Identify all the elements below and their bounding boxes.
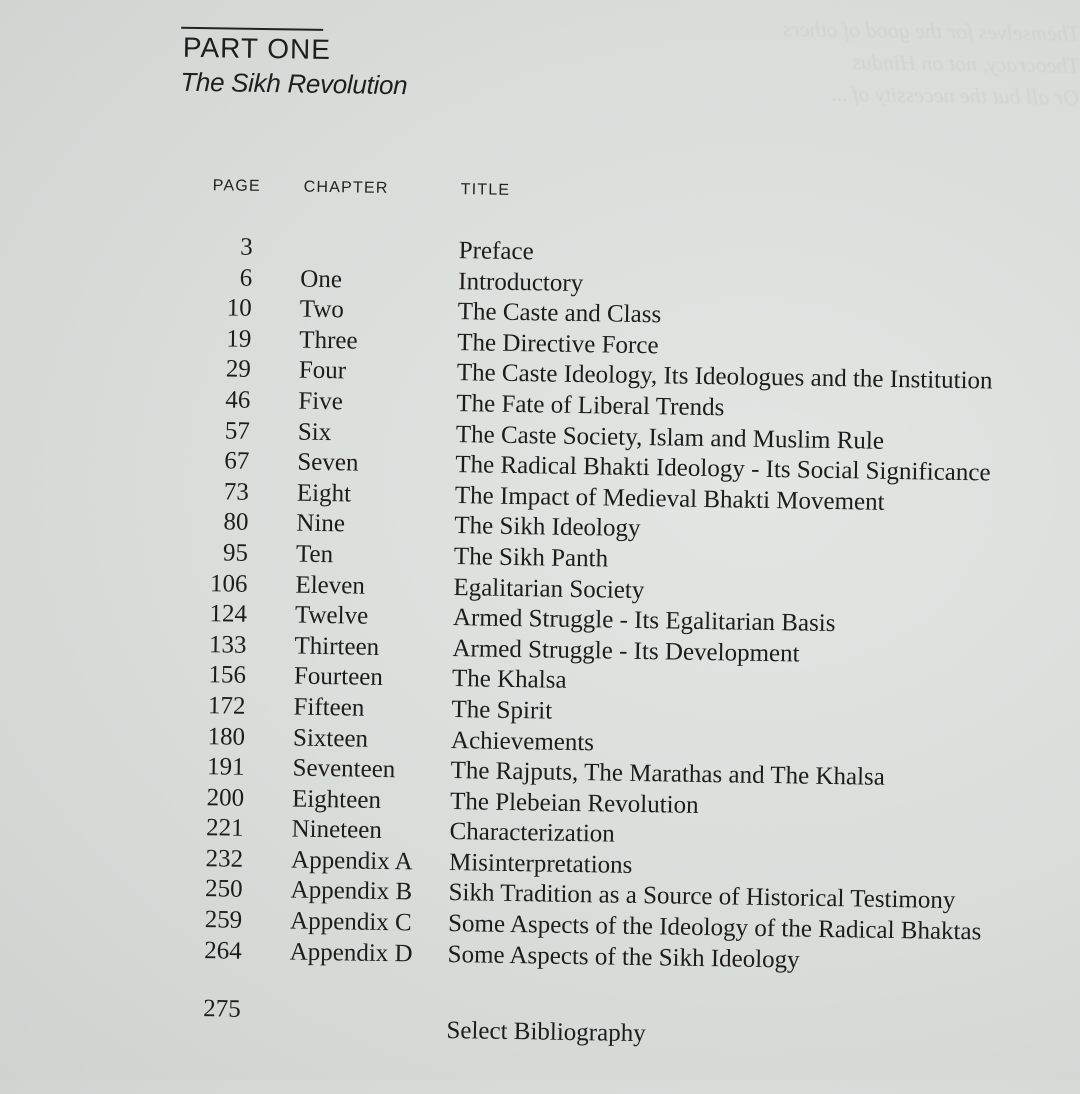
toc-page-number: 6 [239, 264, 253, 292]
toc-page-number: 3 [240, 233, 253, 261]
toc-chapter-title: The Rajputs, The Marathas and The Khalsa [450, 757, 886, 791]
bibliography-page-number: 275 [203, 995, 241, 1023]
toc-page-number: 80 [223, 508, 249, 537]
toc-page-number: 200 [206, 783, 245, 812]
bleed-through-text [539, 5, 1080, 127]
toc-page-number: 19 [226, 325, 252, 353]
toc-chapter-title: The Caste and Class [457, 298, 662, 329]
toc-chapter-title: The Impact of Medieval Bhakti Movement [454, 481, 885, 516]
toc-chapter-title: The Caste Ideology, Its Ideologues and the Institution [456, 359, 993, 395]
toc-page-number: 124 [209, 600, 248, 628]
toc-chapter-title: Some Aspects of the Sikh Ideology [447, 940, 800, 974]
toc-chapter-number: Eight [296, 479, 352, 508]
toc-chapter-number: Two [299, 295, 345, 324]
toc-chapter-number: Seven [297, 448, 359, 477]
table-of-contents [0, 230, 1077, 981]
bleed-line: Theocracy, not on Hindus [852, 49, 1080, 78]
bleed-line: Themselves for the good of others [782, 16, 1080, 46]
toc-chapter-number: Sixteen [292, 724, 369, 753]
toc-chapter-title: The Sikh Ideology [454, 512, 641, 543]
toc-chapter-number: Ten [295, 540, 334, 569]
toc-chapter-title: Achievements [450, 726, 595, 756]
toc-chapter-number: Five [298, 387, 344, 416]
toc-page-number: 73 [223, 478, 250, 506]
toc-chapter-number: Appendix A [290, 846, 413, 876]
part-label: PART ONE [182, 31, 332, 66]
toc-page-number: 57 [224, 417, 251, 445]
toc-chapter-title: Misinterpretations [448, 848, 633, 879]
toc-chapter-title: Armed Struggle - Its Development [452, 634, 800, 668]
toc-chapter-number: Eighteen [291, 785, 382, 814]
toc-chapter-number: Thirteen [294, 632, 380, 661]
toc-chapter-title: The Radical Bhakti Ideology - Its Social Significance [455, 451, 991, 487]
toc-page-number: 133 [208, 630, 247, 659]
toc-page-number: 232 [205, 845, 244, 873]
column-header-title: TITLE [460, 181, 511, 199]
toc-chapter-title: Sikh Tradition as a Source of Historical Testimony [448, 879, 956, 915]
part-heading-rule [181, 27, 323, 31]
toc-page-number: 221 [205, 814, 244, 843]
toc-chapter-number: Seventeen [292, 754, 396, 784]
toc-page-number: 191 [206, 753, 245, 781]
toc-chapter-number: Three [299, 326, 358, 355]
bibliography-title: Select Bibliography [446, 1016, 646, 1048]
toc-chapter-number: Fourteen [293, 662, 384, 692]
toc-chapter-number: Nine [296, 509, 346, 538]
toc-page-number: 156 [208, 661, 247, 690]
toc-page-number: 29 [225, 355, 252, 384]
toc-chapter-title: The Fate of Liberal Trends [456, 390, 725, 422]
toc-chapter-number: Four [298, 356, 347, 385]
toc-chapter-number: Fifteen [293, 693, 365, 722]
toc-chapter-title: The Spirit [451, 695, 553, 725]
toc-page-number: 180 [207, 722, 246, 751]
toc-chapter-title: The Directive Force [457, 328, 659, 360]
toc-chapter-title: The Plebeian Revolution [449, 787, 699, 819]
toc-chapter-number: Appendix C [289, 907, 412, 937]
toc-chapter-title: Armed Struggle - Its Egalitarian Basis [452, 604, 836, 638]
toc-chapter-title: Introductory [458, 267, 584, 297]
toc-page-number: 46 [225, 386, 251, 414]
toc-chapter-number: Eleven [295, 571, 366, 600]
toc-chapter-number: Appendix D [289, 938, 413, 968]
column-header-chapter: CHAPTER [303, 178, 389, 197]
toc-chapter-number: Nineteen [291, 815, 383, 845]
toc-page-number: 250 [204, 875, 243, 904]
toc-chapter-number: Six [297, 418, 332, 446]
toc-page-number: 95 [222, 539, 249, 567]
part-subtitle: The Sikh Revolution [180, 66, 408, 101]
column-header-page: PAGE [212, 177, 261, 195]
toc-chapter-title: The Caste Society, Islam and Muslim Rule [455, 420, 885, 455]
toc-chapter-title: Characterization [449, 818, 615, 848]
toc-page-number: 172 [207, 692, 246, 720]
toc-chapter-number: Appendix B [290, 876, 413, 906]
toc-page-number: 106 [209, 569, 248, 598]
toc-chapter-number: One [300, 265, 343, 293]
toc-page-number: 10 [226, 294, 253, 323]
bibliography-entry [0, 992, 1065, 1048]
toc-chapter-number: Twelve [294, 601, 369, 630]
toc-chapter-title: The Sikh Panth [453, 542, 609, 573]
toc-chapter-title: The Khalsa [451, 665, 567, 695]
toc-chapter-title: Some Aspects of the Ideology of the Radical Bhaktas [447, 910, 982, 946]
toc-chapter-title: Egalitarian Society [453, 573, 645, 604]
toc-page-number: 264 [203, 936, 242, 965]
toc-page-number: 259 [204, 906, 243, 934]
toc-page-number: 67 [224, 447, 250, 475]
bleed-line: Or all but the necessity of ... [830, 80, 1080, 110]
toc-chapter-title: Preface [458, 237, 534, 266]
